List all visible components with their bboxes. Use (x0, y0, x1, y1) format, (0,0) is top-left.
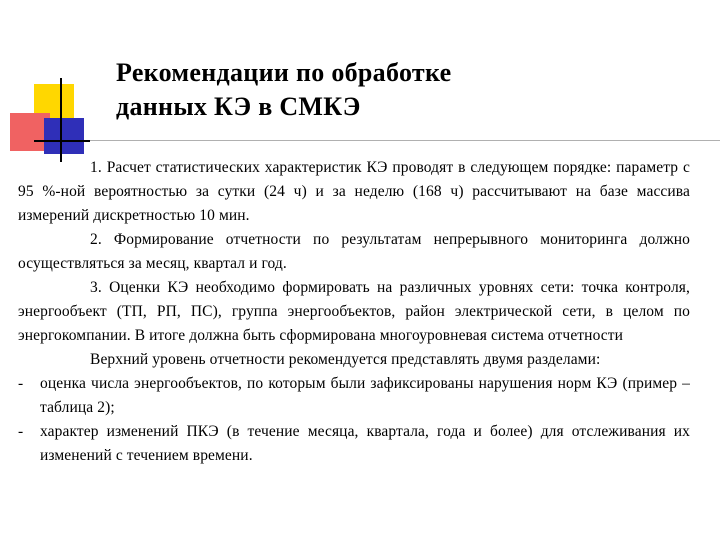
slide-title-line-1: Рекомендации по обработке (116, 58, 452, 87)
decor-horizontal-line (34, 140, 90, 142)
list-item-text: характер изменений ПКЭ (в течение месяца, квартала, года и более) для отслеживания их изменений с течением времени. (40, 423, 690, 464)
title-underline (34, 140, 720, 141)
slide-title-line-2: данных КЭ в СМКЭ (116, 92, 361, 121)
list-item (18, 420, 690, 468)
paragraph-3: 3. Оценки КЭ необходимо формировать на различных уровнях сети: точка контроля, энергообъект (ТП, РП, ПС), группа энергообъектов, район электрической сети, в целом по энергокомпании. В итоге должна быть сформирована многоуровневая система отчетности (18, 279, 690, 344)
bullet-dash: - (18, 375, 24, 392)
bullet-dash: - (18, 423, 24, 440)
list-item (18, 372, 690, 420)
paragraph-1: 1. Расчет статистических характеристик КЭ проводят в следующем порядке: параметр с 95 %-ной вероятностью за сутки (24 ч) и за неделю (168 ч) рассчитывают на базе массива измерений дискретностью 10 мин. (18, 159, 690, 224)
paragraph-2: 2. Формирование отчетности по результатам непрерывного мониторинга должно осуществляться за месяц, квартал и год. (18, 231, 690, 272)
decor-blue-square (44, 118, 84, 154)
slide-body (18, 156, 690, 468)
paragraph-4: Верхний уровень отчетности рекомендуется представлять двумя разделами: (90, 351, 601, 368)
decor-vertical-line (60, 78, 62, 162)
bullet-list (18, 372, 690, 468)
slide-title (116, 56, 451, 124)
list-item-text: оценка числа энергообъектов, по которым были зафиксированы нарушения норм КЭ (пример – таблица 2); (40, 375, 690, 416)
